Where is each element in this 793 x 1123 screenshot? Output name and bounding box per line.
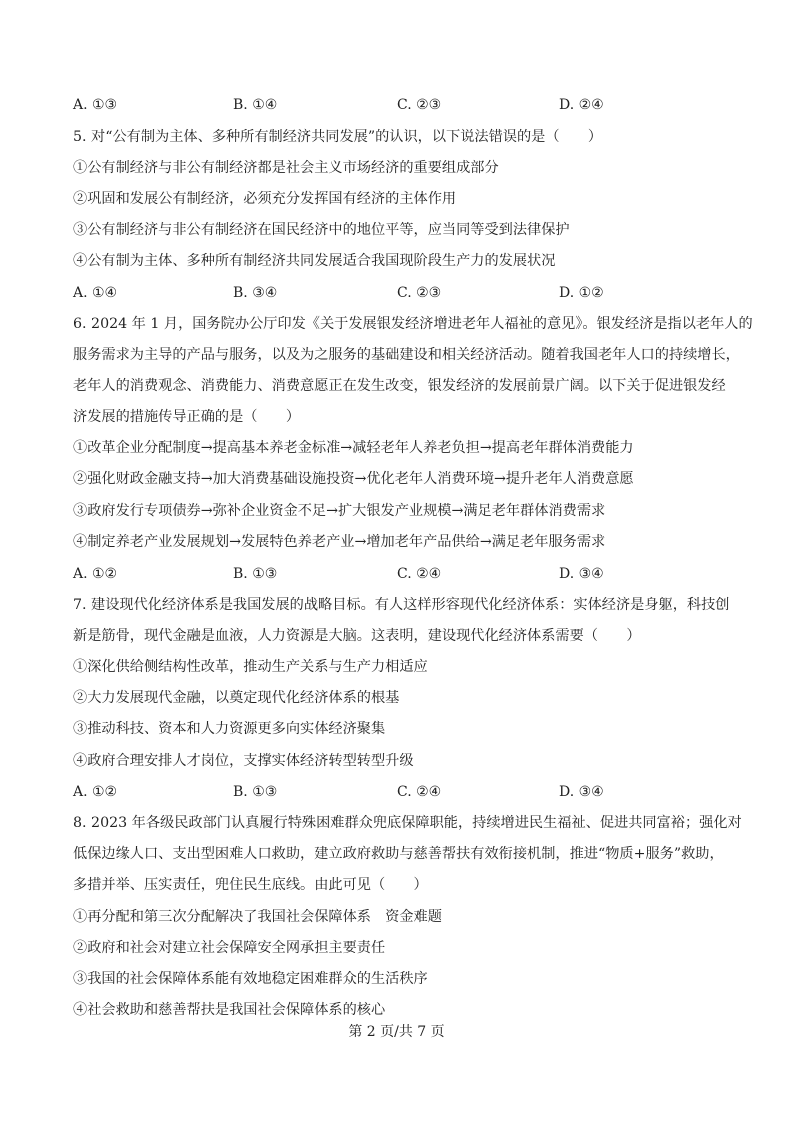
- q4-option-a: A. ①③: [73, 97, 118, 113]
- q4-option-c: C. ②③: [397, 97, 442, 113]
- q6-option-c: C. ②④: [397, 566, 442, 582]
- q6-item-2: ②强化财政金融支持→加大消费基础设施投资→优化老年人消费环境→提升老年人消费意愿: [73, 471, 634, 487]
- q5-item-4: ④公有制为主体、多种所有制经济共同发展适合我国现阶段生产力的发展状况: [73, 253, 556, 269]
- q6-stem-line-3: 老年人的消费观念、消费能力、消费意愿正在发生改变，银发经济的发展前景广阔。以下关于促进银发经: [73, 378, 726, 394]
- q6-option-b: B. ①③: [233, 566, 278, 582]
- q7-option-c: C. ②④: [397, 784, 442, 800]
- q4-option-b: B. ①④: [233, 97, 278, 113]
- q5-option-b: B. ③④: [233, 285, 278, 301]
- q8-item-1: ①再分配和第三次分配解决了我国社会保障体系 资金难题: [73, 909, 442, 925]
- q7-option-b: B. ①③: [233, 784, 278, 800]
- q6-options: [73, 564, 723, 584]
- q5-option-d: D. ①②: [559, 285, 604, 301]
- q5-stem: 5. 对“公有制为主体、多种所有制经济共同发展”的认识，以下说法错误的是（ ）: [73, 129, 603, 145]
- q7-item-3: ③推动科技、资本和人力资源更多向实体经济聚集: [73, 721, 386, 737]
- q6-option-a: A. ①②: [73, 566, 118, 582]
- q8-item-4: ④社会救助和慈善帮扶是我国社会保障体系的核心: [73, 1002, 386, 1018]
- q7-item-2: ②大力发展现代金融，以奠定现代化经济体系的根基: [73, 690, 400, 706]
- q6-item-3: ③政府发行专项债券→弥补企业资金不足→扩大银发产业规模→满足老年群体消费需求: [73, 503, 606, 519]
- q6-stem-line-1: 6. 2024 年 1 月，国务院办公厅印发《关于发展银发经济增进老年人福祉的意见》。银发经济是指以老年人的: [73, 316, 753, 332]
- page-number: 第 2 页/共 7 页: [348, 1024, 445, 1040]
- q4-options: [73, 95, 723, 115]
- q8-stem-line-3: 多措并举、压实责任，兜住民生底线。由此可见（ ）: [73, 877, 428, 893]
- q6-option-d: D. ③④: [559, 566, 604, 582]
- q5-option-c: C. ②③: [397, 285, 442, 301]
- q7-stem-line-1: 7. 建设现代化经济体系是我国发展的战略目标。有人这样形容现代化经济体系：实体经济是身躯，科技创: [73, 597, 730, 613]
- q7-option-d: D. ③④: [559, 784, 604, 800]
- q7-stem-line-2: 新是筋骨，现代金融是血液，人力资源是大脑。这表明，建设现代化经济体系需要（ ）: [73, 628, 641, 644]
- q5-item-3: ③公有制经济与非公有制经济在国民经济中的地位平等，应当同等受到法律保护: [73, 222, 570, 238]
- q5-option-a: A. ①④: [73, 285, 118, 301]
- q7-options: [73, 782, 723, 802]
- q7-item-1: ①深化供给侧结构性改革，推动生产关系与生产力相适应: [73, 659, 428, 675]
- q6-stem-line-2: 服务需求为主导的产品与服务，以及为之服务的基础建设和相关经济活动。随着我国老年人口的持续增长，: [73, 347, 740, 363]
- q6-item-4: ④制定养老产业发展规划→发展特色养老产业→增加老年产品供给→满足老年服务需求: [73, 534, 606, 550]
- q8-item-3: ③我国的社会保障体系能有效地稳定困难群众的生活秩序: [73, 971, 428, 987]
- q5-item-2: ②巩固和发展公有制经济，必须充分发挥国有经济的主体作用: [73, 191, 457, 207]
- q7-option-a: A. ①②: [73, 784, 118, 800]
- q8-stem-line-1: 8. 2023 年各级民政部门认真履行特殊困难群众兜底保障职能，持续增进民生福祉、促进共同富裕；强化对: [73, 815, 742, 831]
- q5-options: [73, 283, 723, 303]
- q6-item-1: ①改革企业分配制度→提高基本养老金标准→减轻老年人养老负担→提高老年群体消费能力: [73, 440, 634, 456]
- q7-item-4: ④政府合理安排人才岗位，支撑实体经济转型转型升级: [73, 753, 414, 769]
- q4-option-d: D. ②④: [559, 97, 604, 113]
- q6-stem-line-4: 济发展的措施传导正确的是（ ）: [73, 409, 301, 425]
- q8-stem-line-2: 低保边缘人口、支出型困难人口救助，建立政府救助与慈善帮扶有效衔接机制，推进“物质+服务”救助，: [73, 846, 724, 862]
- q5-item-1: ①公有制经济与非公有制经济都是社会主义市场经济的重要组成部分: [73, 160, 499, 176]
- q8-item-2: ②政府和社会对建立社会保障安全网承担主要责任: [73, 940, 386, 956]
